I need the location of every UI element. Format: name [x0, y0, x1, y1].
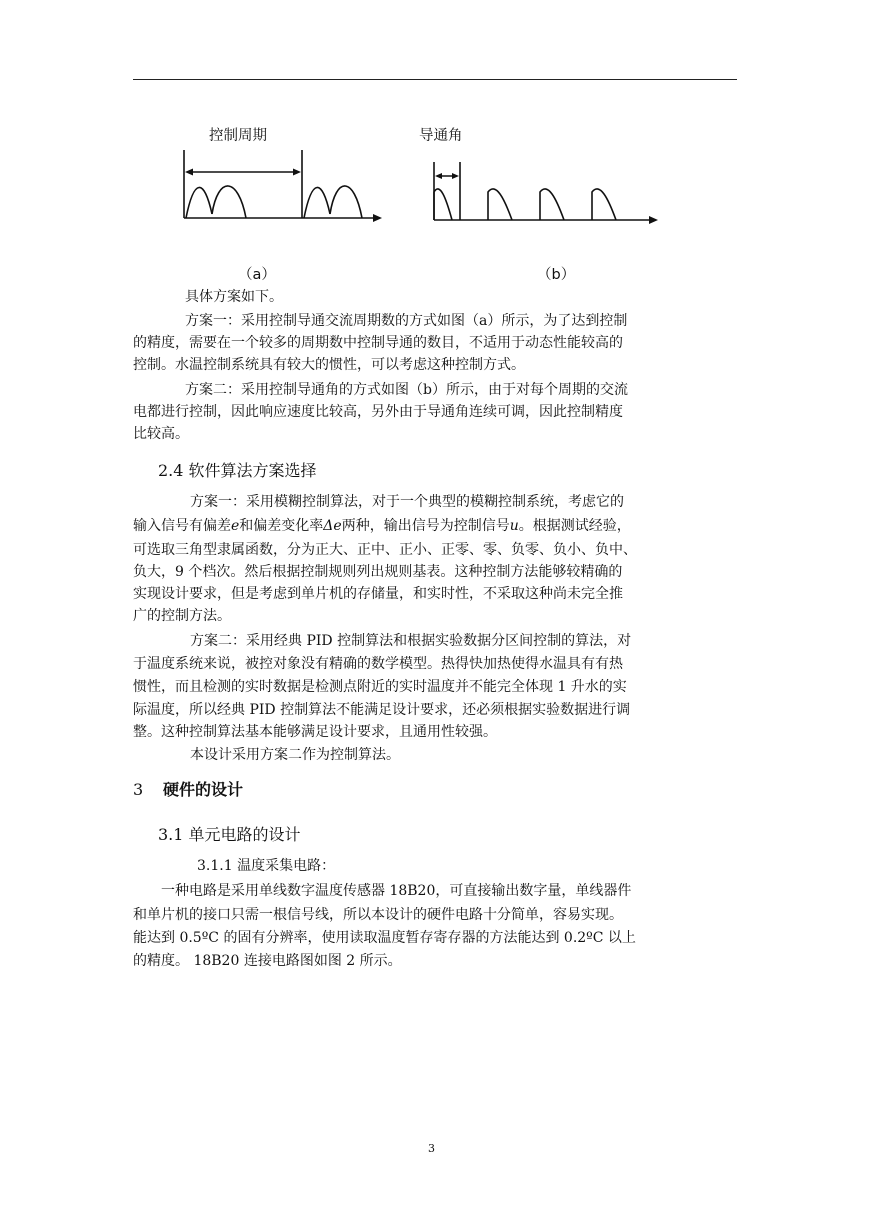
- fig-a-arrowhead-left: [185, 169, 193, 176]
- fig-b-pulse: [488, 189, 512, 220]
- text-span: 。根据测试经验，: [518, 518, 631, 534]
- section-heading-3: [133, 777, 243, 800]
- fig-b-arrowhead-left: [435, 173, 442, 179]
- sw-plan2-line: 于温度系统来说，被控对象没有精确的数学模型。热得快加热使得水温具有有热: [133, 656, 623, 672]
- fig-b-axis-arrowhead: [649, 216, 658, 224]
- hw-plan1-line: 的精度，需要在一个较多的周期数中控制导通的数目，不适用于动态性能较高的: [133, 335, 623, 351]
- fig-a-pulse: [330, 186, 362, 218]
- fig-b-pulse: [540, 189, 564, 220]
- text-span: 和偏差变化率: [239, 518, 324, 534]
- sw-plan1-line: 方案一：采用模糊控制算法，对于一个典型的模糊控制系统，考虑它的: [190, 494, 624, 510]
- section-heading-3-1-1: 3.1.1 温度采集电路：: [197, 858, 336, 874]
- section-heading-3-1: 3.1 单元电路的设计: [158, 825, 301, 844]
- fig-b-pulse: [434, 189, 452, 220]
- sw-plan2-line: 方案二：采用经典 PID 控制算法和根据实验数据分区间控制的算法，对: [190, 633, 632, 649]
- sw-plan1-line: 可选取三角型隶属函数，分为正大、正中、正小、正零、零、负零、负小、负中、: [133, 542, 637, 558]
- fig-a-axis-arrowhead: [373, 214, 382, 222]
- sw-plan2-line: 际温度，所以经典 PID 控制算法不能满足设计要求，还必须根据实验数据进行调: [133, 702, 631, 718]
- symbol-u: u: [509, 518, 519, 534]
- section-number: 3: [133, 780, 144, 799]
- figure-caption-b: （b）: [537, 267, 576, 283]
- temp-circuit-line: 能达到 0.5ºC 的固有分辨率，使用读取温度暂存寄存器的方法能达到 0.2ºC 以上: [133, 930, 636, 946]
- sw-plan1-line: 广的控制方法。: [133, 608, 231, 624]
- figure-caption-a: （a）: [238, 267, 276, 283]
- sw-plan2-line: 整。这种控制算法基本能够满足设计要求，且通用性较强。: [133, 724, 497, 740]
- fig-a-pulse: [212, 186, 246, 218]
- hw-plan2-line: 比较高。: [133, 426, 189, 442]
- temp-circuit-line: 的精度。 18B20 连接电路图如图 2 所示。: [133, 953, 402, 969]
- sw-plan1-line-with-symbols: [133, 516, 631, 536]
- hw-plan2-line: 电都进行控制，因此响应速度比较高，另外由于导通角连续可调，因此控制精度: [133, 404, 623, 420]
- figure-a-waveform: [178, 148, 388, 228]
- figure-label-conduction-angle: 导通角: [419, 128, 463, 144]
- symbol-e: e: [231, 518, 240, 534]
- page-number: 3: [428, 1142, 435, 1155]
- hw-plan1-line: 方案一：采用控制导通交流周期数的方式如图（a）所示，为了达到控制: [185, 313, 628, 329]
- section-heading-2-4: 2.4 软件算法方案选择: [158, 461, 317, 480]
- paragraph-intro: 具体方案如下。: [185, 289, 283, 305]
- sw-plan1-line: 负大，9 个档次。然后根据控制规则列出规则基表。这种控制方法能够较精确的: [133, 564, 623, 580]
- text-span: 两种，输出信号为控制信号: [341, 518, 510, 534]
- sw-plan1-line: 实现设计要求，但是考虑到单片机的存储量，和实时性，不采取这种尚未完全推: [133, 586, 623, 602]
- temp-circuit-line: 一种电路是采用单线数字温度传感器 18B20，可直接输出数字量，单线器件: [161, 883, 632, 899]
- symbol-delta-e: Δe: [323, 518, 342, 534]
- header-rule: [133, 79, 737, 80]
- fig-a-arrowhead-right: [293, 169, 301, 176]
- sw-choice: 本设计采用方案二作为控制算法。: [190, 747, 400, 763]
- hw-plan2-line: 方案二：采用控制导通角的方式如图（b）所示，由于对每个周期的交流: [185, 382, 628, 398]
- fig-b-arrowhead-right: [452, 173, 459, 179]
- hw-plan1-line: 控制。水温控制系统具有较大的惯性，可以考虑这种控制方式。: [133, 357, 525, 373]
- fig-a-pulse: [186, 187, 212, 218]
- fig-b-pulse: [592, 189, 616, 220]
- section-title: 硬件的设计: [163, 780, 244, 799]
- fig-a-pulse: [304, 187, 330, 218]
- sw-plan2-line: 惯性，而且检测的实时数据是检测点附近的实时温度并不能完全体现 1 升水的实: [133, 679, 627, 695]
- temp-circuit-line: 和单片机的接口只需一根信号线，所以本设计的硬件电路十分简单，容易实现。: [133, 907, 623, 923]
- figure-b-waveform: [428, 148, 668, 228]
- figure-label-control-period: 控制周期: [209, 128, 267, 144]
- text-span: 输入信号有偏差: [133, 518, 231, 534]
